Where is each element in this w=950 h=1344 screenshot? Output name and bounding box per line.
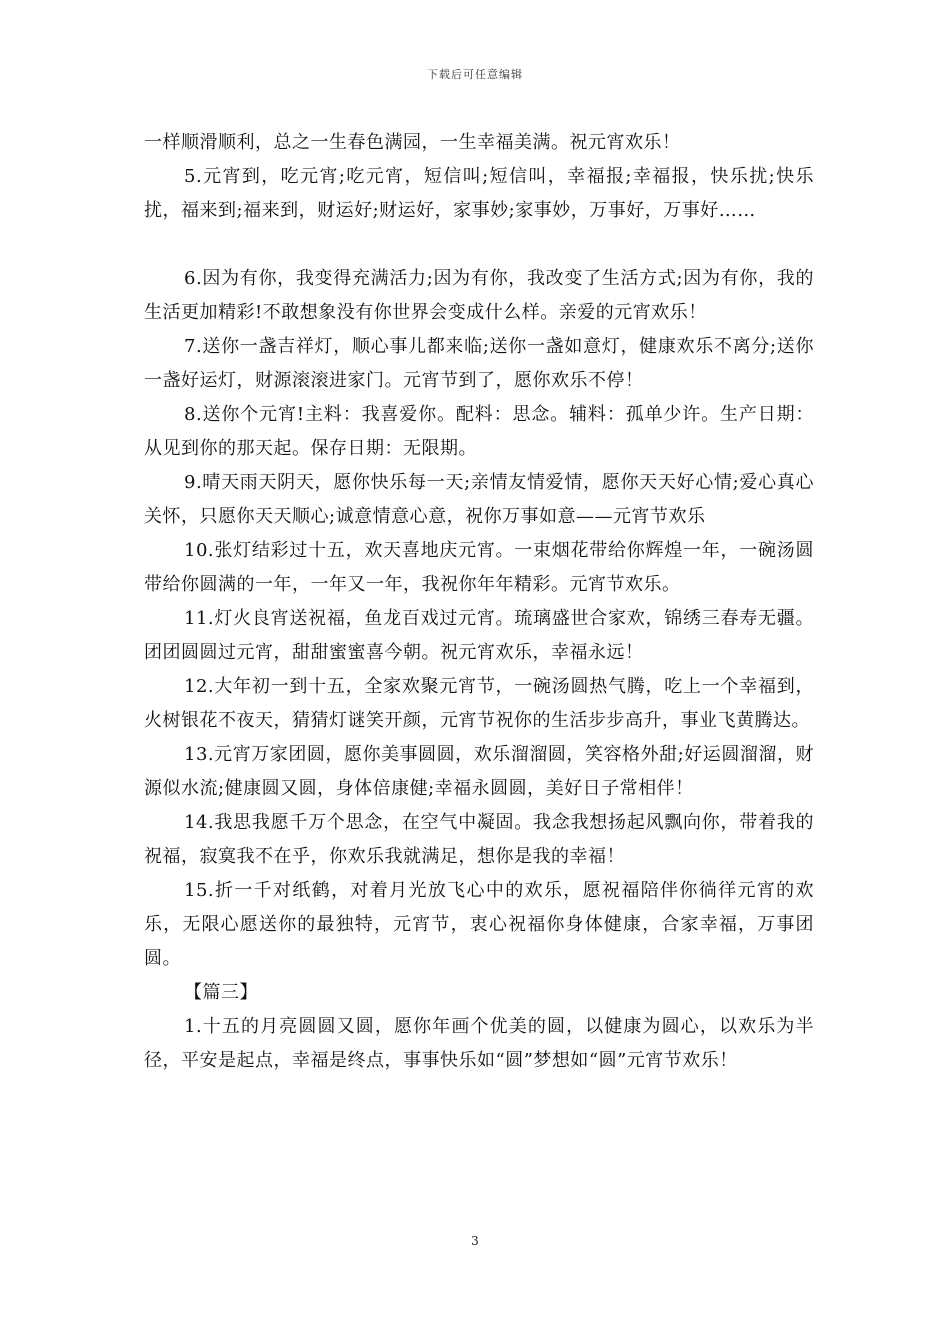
page-number: 3 [471, 1234, 479, 1248]
document-body [144, 126, 814, 1078]
paragraph-item-14: 14.我思我愿千万个思念，在空气中凝固。我念我想扬起风飘向你，带着我的祝福，寂寞我不在乎，你欢乐我就满足，想你是我的幸福！ [144, 812, 814, 867]
paragraph-item-13: 13.元宵万家团圆，愿你美事圆圆，欢乐溜溜圆，笑容格外甜;好运圆溜溜，财源似水流;健康圆又圆，身体倍康健;幸福永圆圆，美好日子常相伴！ [144, 744, 814, 799]
paragraph-item-6: 6.因为有你，我变得充满活力;因为有你，我改变了生活方式;因为有你，我的生活更加精彩!不敢想象没有你世界会变成什么样。亲爱的元宵欢乐！ [144, 268, 814, 323]
paragraph-item-15: 15.折一千对纸鹤，对着月光放飞心中的欢乐，愿祝福陪伴你徜徉元宵的欢乐，无限心愿送你的最独特，元宵节，衷心祝福你身体健康，合家幸福，万事团圆。 [144, 880, 814, 969]
paragraph-item-5: 5.元宵到，吃元宵;吃元宵，短信叫;短信叫，幸福报;幸福报，快乐扰;快乐扰，福来到;福来到，财运好;财运好，家事妙;家事妙，万事好，万事好…… [144, 166, 814, 221]
paragraph-item-12: 12.大年初一到十五，全家欢聚元宵节，一碗汤圆热气腾，吃上一个幸福到，火树银花不夜天，猜猜灯谜笑开颜，元宵节祝你的生活步步高升，事业飞黄腾达。 [144, 676, 814, 731]
paragraph-item-7: 7.送你一盏吉祥灯，顺心事儿都来临;送你一盏如意灯，健康欢乐不离分;送你一盏好运灯，财源滚滚进家门。元宵节到了，愿你欢乐不停！ [144, 336, 814, 391]
paragraph-item-8: 8.送你个元宵!主料：我喜爱你。配料：思念。辅料：孤单少许。生产日期：从见到你的那天起。保存日期：无限期。 [144, 404, 814, 459]
paragraph-continuation: 一样顺滑顺利，总之一生春色满园，一生幸福美满。祝元宵欢乐！ [144, 132, 681, 153]
section-heading: 【篇三】 [184, 982, 258, 1003]
paragraph-item-10: 10.张灯结彩过十五，欢天喜地庆元宵。一束烟花带给你辉煌一年，一碗汤圆带给你圆满的一年，一年又一年，我祝你年年精彩。元宵节欢乐。 [144, 540, 814, 595]
paragraph-item-9: 9.晴天雨天阴天，愿你快乐每一天;亲情友情爱情，愿你天天好心情;爱心真心关怀，只愿你天天顺心;诚意情意心意，祝你万事如意——元宵节欢乐 [144, 472, 814, 527]
paragraph-item-1: 1.十五的月亮圆圆又圆，愿你年画个优美的圆，以健康为圆心，以欢乐为半径，平安是起点，幸福是终点，事事快乐如“圆”梦想如“圆”元宵节欢乐！ [144, 1016, 814, 1071]
paragraph-item-11: 11.灯火良宵送祝福，鱼龙百戏过元宵。琉璃盛世合家欢，锦绣三春寿无疆。团团圆圆过元宵，甜甜蜜蜜喜今朝。祝元宵欢乐，幸福永远！ [144, 608, 814, 663]
page-header: 下载后可任意编辑 [427, 68, 523, 81]
